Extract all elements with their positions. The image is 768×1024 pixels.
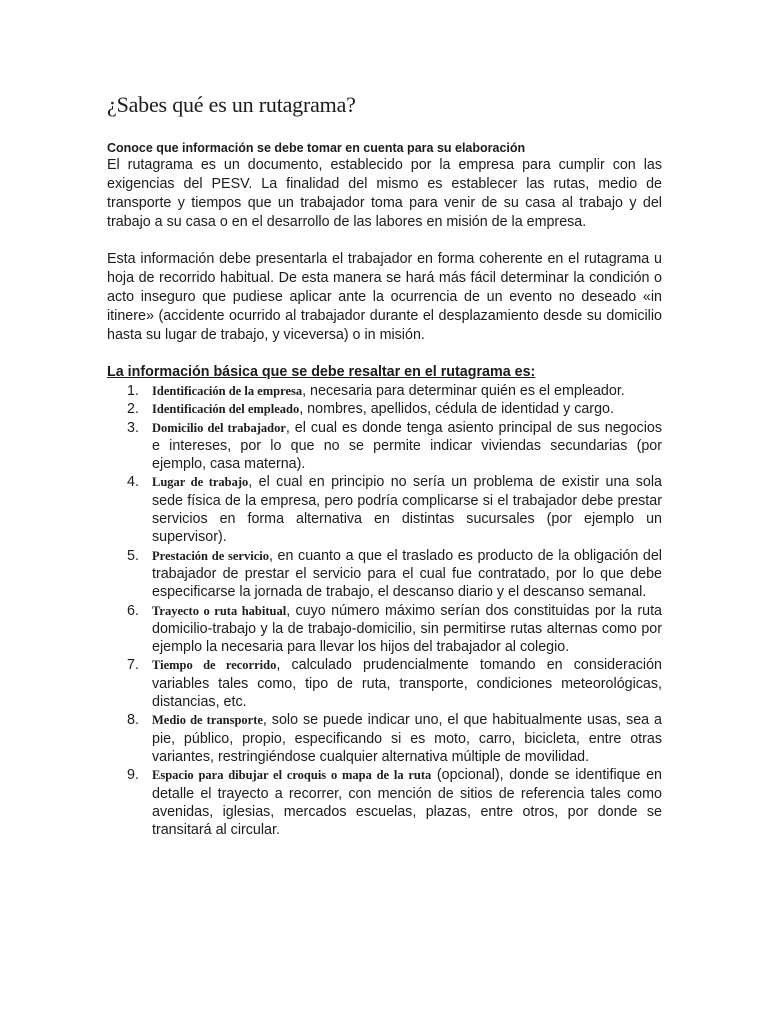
page-title: ¿Sabes qué es un rutagrama? [107,92,356,117]
list-item-text: , solo se puede indicar uno, el que habitualmente usas, sea a pie, público, propio, especificando si es moto, carro, bicicleta, entre otras variantes, restringiéndose cualquier alternativa múltiple de movilidad. [152,712,662,765]
page-subtitle: Conoce que información se debe tomar en cuenta para su elaboración [107,141,526,155]
list-item [107,656,662,711]
list-item-number: 7. [127,657,139,674]
list-item-number: 6. [127,602,139,619]
list-item-text: , el cual en principio no sería un problema de existir una sola sede física de la empresa, pero podría complicarse si el trabajador debe prestar servicios en forma alternativa en distintas sucursales (por ejemplo un supervisor). [152,474,662,546]
list-item [107,400,662,418]
list-item-text: , el cual es donde tenga asiento principal de sus negocios e intereses, por lo que no se permite indicar viviendas secundarias (por ejemplo, casa materna). [152,419,662,473]
list-item [107,602,662,657]
list-item [107,766,662,839]
list-item-lead: Identificación de la empresa [152,384,303,398]
list-item [107,419,662,474]
list-item-text: , nombres, apellidos, cédula de identidad y cargo. [299,401,614,418]
list-item-text: (opcional), donde se identifique en detalle el trayecto a recorrer, con mención de sitios de referencia tales como avenidas, iglesias, mercados escuelas, plazas, entre otros, por donde se transitará al circular. [152,767,662,839]
list-item-lead: Domicilio del trabajador [152,420,286,435]
list-item-lead: Tiempo de recorrido [152,658,277,673]
list-item-text: , calculado prudencialmente tomando en consideración variables tales como, tipo de ruta, transporte, condiciones meteorológicas, distancias, etc. [152,657,663,711]
paragraph-definition: El rutagrama es un documento, establecido por la empresa para cumplir con las exigencias del PESV. La finalidad del mismo es establecer las rutas, medio de transporte y tiempos que un trabajador toma para venir de su casa al trabajo y del trabajo a su casa o en el desarrollo de las labores en misión de la empresa. [107,157,662,230]
list-item-text: , en cuanto a que el traslado es producto de la obligación del trabajador de prestar el servicio para el cual fue contratado, por lo que debe especificarse la jornada de trabajo, el descanso diario y el descanso semanal. [152,547,662,601]
list-item [107,711,662,766]
list-item-lead: Trayecto o ruta habitual [152,603,287,618]
list-item-number: 3. [127,419,139,436]
list-item-number: 2. [127,401,139,418]
section-heading: La información básica que se debe resaltar en el rutagrama es: [107,364,536,380]
paragraph-purpose: Esta información debe presentarla el trabajador en forma coherente en el rutagrama u hoja de recorrido habitual. De esta manera se hará más fácil determinar la condición o acto inseguro que pudiese aplicar ante la ocurrencia de un evento no deseado «in itinere» (accidente ocurrido al trabajador durante el desplazamiento desde su domicilio hasta su lugar de trabajo, y viceversa) o in misión. [107,251,662,343]
list-item [107,382,662,400]
list-item-number: 8. [127,712,139,729]
list-item-lead: Lugar de trabajo [152,475,249,490]
list-item-number: 5. [127,547,139,564]
list-item-lead: Identificación del empleado [152,402,300,417]
list-item-text: , necesaria para determinar quién es el empleador. [302,383,625,399]
list-item [107,547,662,602]
list-item-number: 9. [127,767,139,784]
information-list [107,382,662,839]
list-item [107,473,662,546]
list-item-number: 4. [127,474,139,491]
list-item-lead: Medio de transporte [152,713,263,728]
list-item-number: 1. [127,383,139,399]
list-item-text: , cuyo número máximo serían dos constituidas por la ruta domicilio-trabajo y la de trabajo-domicilio, sin permitirse rutas alternas como por ejemplo la necesaria para llevar los hijos del trabajador al colegio. [152,602,662,656]
list-item-lead: Prestación de servicio [152,548,269,563]
list-item-lead: Espacio para dibujar el croquis o mapa de la ruta [152,768,432,783]
